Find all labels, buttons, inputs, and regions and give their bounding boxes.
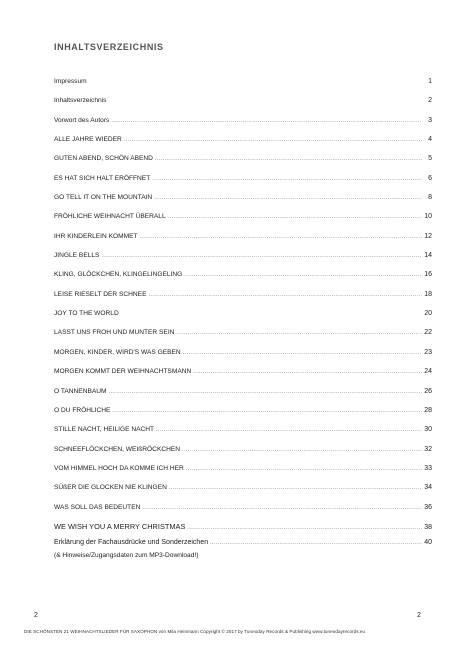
toc-entry-title: Impressum: [54, 78, 87, 85]
toc-entry-title: GUTEN ABEND, SCHÖN ABEND: [54, 155, 153, 163]
toc-entry[interactable]: [54, 111, 432, 130]
toc-leader-dots: [140, 228, 422, 247]
toc-entry-page: 12: [424, 232, 432, 240]
toc-entry[interactable]: [54, 227, 432, 246]
toc-entry[interactable]: [54, 536, 432, 550]
table-of-contents: [54, 72, 432, 562]
toc-entry[interactable]: [54, 343, 432, 362]
toc-entry-title: Erklärung der Fachausdrücke und Sonderzeichen: [54, 539, 209, 547]
toc-entry-page: 33: [424, 464, 432, 472]
toc-entry[interactable]: [54, 323, 432, 342]
toc-leader-dots: [186, 460, 422, 479]
toc-entry-title: LEISE RIESELT DER SCHNEE: [54, 290, 147, 298]
toc-leader-dots: [148, 286, 422, 305]
toc-entry[interactable]: [54, 149, 432, 168]
toc-entry[interactable]: [54, 517, 432, 536]
toc-entry-page: 38: [424, 523, 432, 531]
toc-entry-page: 1: [428, 78, 432, 85]
toc-entry-title: ALLE JAHRE WIEDER: [54, 136, 122, 144]
toc-entry-page: 5: [428, 155, 432, 163]
toc-entry-page: 40: [424, 539, 432, 547]
toc-entry[interactable]: [54, 478, 432, 497]
toc-entry-page: 22: [424, 329, 432, 337]
toc-entry[interactable]: [54, 91, 432, 110]
toc-entry-page: 14: [424, 252, 432, 260]
toc-leader-dots: [112, 402, 422, 421]
toc-entry[interactable]: [54, 420, 432, 439]
toc-entry[interactable]: [54, 169, 432, 188]
toc-entry-page: 4: [428, 136, 432, 144]
toc-leader-dots: [152, 170, 422, 189]
toc-leader-dots: [184, 266, 422, 285]
page-number-left: 2: [34, 612, 38, 619]
toc-leader-dots: [182, 441, 422, 460]
toc-entry[interactable]: [54, 382, 432, 401]
toc-entry-title: Vorwort des Autors: [54, 116, 110, 124]
toc-leader-dots: [109, 383, 422, 402]
toc-leader-dots: [176, 324, 422, 343]
toc-entry-page: 6: [428, 174, 432, 182]
toc-entry-title: O DU FRÖHLICHE: [54, 406, 111, 414]
toc-entry[interactable]: [54, 246, 432, 265]
toc-entry-title: O TANNENBAUM: [54, 387, 107, 395]
toc-subline-text: (& Hinweise/Zugangsdaten zum MP3-Download!): [54, 552, 199, 560]
toc-entry[interactable]: [54, 265, 432, 284]
toc-leader-dots: [169, 479, 422, 498]
toc-entry-title: LASST UNS FROH UND MUNTER SEIN: [54, 329, 175, 337]
toc-entry[interactable]: [54, 72, 432, 91]
toc-entry[interactable]: [54, 459, 432, 478]
toc-leader-dots: [142, 499, 422, 518]
toc-entry-title: GO TELL IT ON THE MOUNTAIN: [54, 194, 153, 202]
toc-entry-page: 18: [424, 290, 432, 298]
toc-entry-page: 16: [424, 271, 432, 279]
toc-entry[interactable]: [54, 440, 432, 459]
toc-entry-title: SCHNEEFLÖCKCHEN, WEIßRÖCKCHEN: [54, 445, 181, 453]
toc-leader-dots: [101, 247, 422, 266]
toc-entry-title: IHR KINDERLEIN KOMMET: [54, 232, 138, 240]
toc-leader-dots: [154, 189, 422, 208]
toc-entry-page: 28: [424, 406, 432, 414]
toc-entry-page: 36: [424, 503, 432, 511]
toc-leader-dots: [156, 421, 422, 440]
toc-entry-title: Inhaltsverzeichnis: [54, 97, 107, 105]
toc-leader-dots: [124, 131, 422, 150]
toc-entry-title: MORGEN, KINDER, WIRD'S WAS GEBEN: [54, 348, 181, 356]
page-title: INHALTSVERZEICHNIS: [54, 42, 164, 52]
toc-entry-page: 10: [424, 213, 432, 221]
toc-entry-title: MORGEN KOMMT DER WEIHNACHTSMANN: [54, 368, 192, 376]
toc-entry-title: SÜßER DIE GLOCKEN NIE KLINGEN: [54, 484, 167, 492]
toc-leader-dots: [193, 363, 422, 382]
toc-entry[interactable]: [54, 362, 432, 381]
toc-entry-page: 3: [428, 116, 432, 124]
toc-entry-title: VOM HIMMEL HOCH DA KOMME ICH HER: [54, 464, 184, 472]
page-number-right: 2: [417, 612, 421, 619]
toc-entry-title: STILLE NACHT, HEILIGE NACHT: [54, 426, 155, 434]
toc-entry-title: FRÖHLICHE WEIHNACHT ÜBERALL: [54, 213, 166, 221]
toc-entry-title: WAS SOLL DAS BEDEUTEN: [54, 503, 141, 511]
toc-leader-dots: [168, 208, 422, 227]
toc-entry-page: 23: [424, 348, 432, 356]
toc-leader-dots: [155, 150, 422, 169]
toc-entry-title: KLING, GLÖCKCHEN, KLINGELINGELING: [54, 271, 183, 279]
toc-entry[interactable]: [54, 285, 432, 304]
toc-entry[interactable]: [54, 304, 432, 323]
toc-entry-page: 30: [424, 426, 432, 434]
toc-entry-title: ES HAT SICH HALT ERÖFFNET: [54, 174, 151, 182]
toc-entry[interactable]: [54, 498, 432, 517]
toc-entry[interactable]: [54, 207, 432, 226]
toc-entry-page: 2: [428, 97, 432, 105]
toc-leader-dots: [111, 112, 422, 131]
toc-entry-title: JINGLE BELLS: [54, 252, 100, 260]
toc-entry[interactable]: [54, 130, 432, 149]
toc-leader-dots: [210, 536, 422, 550]
toc-entry-page: 26: [424, 387, 432, 395]
toc-entry-page: 34: [424, 484, 432, 492]
toc-leader-dots: [183, 344, 422, 363]
toc-entry-page: 24: [424, 368, 432, 376]
toc-entry-page: 32: [424, 445, 432, 453]
footer-copyright: DIE SCHÖNSTEN 21 WEIHNACHTSLIEDER FÜR SAXOPHON von Mila Heinmann Copyright © 2017 by Tuneoday Records & Publishing www.tuneodayrecords.eu: [24, 629, 366, 634]
toc-entry-page: 8: [428, 194, 432, 202]
toc-entry[interactable]: [54, 401, 432, 420]
toc-subline: [54, 550, 432, 562]
toc-entry-title: JOY TO THE WORLD: [54, 310, 119, 318]
toc-entry-title: WE WISH YOU A MERRY CHRISTMAS: [54, 521, 186, 531]
toc-entry-page: 20: [424, 310, 432, 318]
toc-entry[interactable]: [54, 188, 432, 207]
